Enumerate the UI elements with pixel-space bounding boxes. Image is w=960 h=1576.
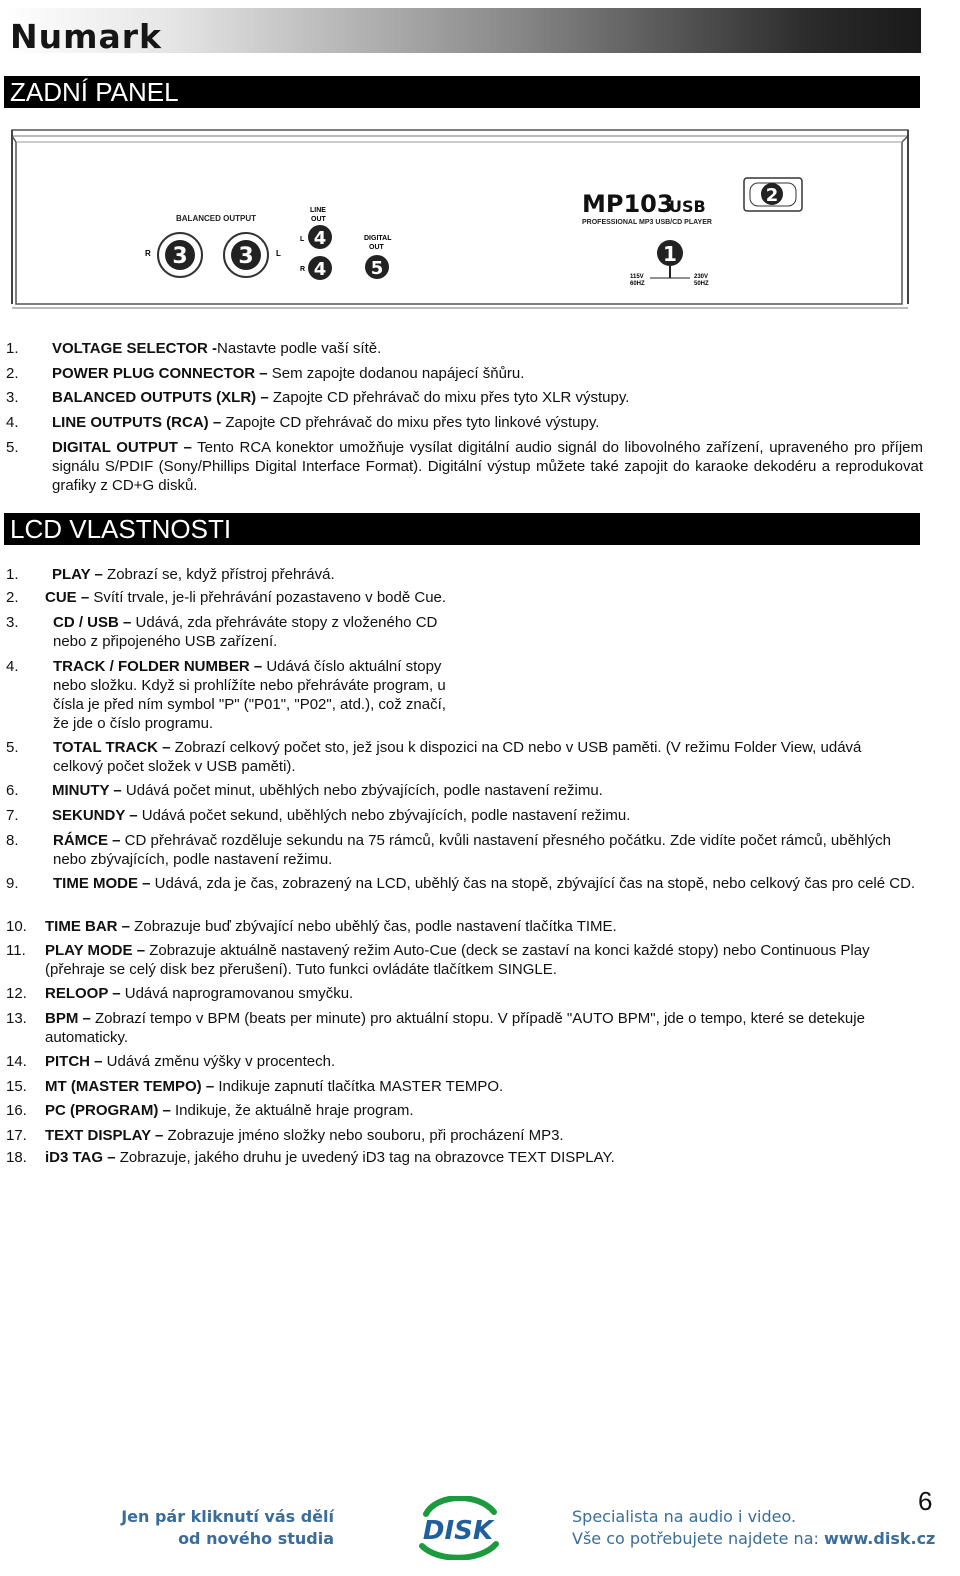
voltage-115-line1: 115V [630, 274, 644, 280]
numark-logo: Numark [10, 17, 162, 56]
item-number: 3. [6, 389, 19, 406]
item-text: Zobrazuje aktuálně nastavený režim Auto-Cue (deck se zastaví na konci každé stopy) nebo Continuous Play (přehraje se celý disk bez přerušení). Tuto funkci ovládáte tlačítkem SINGLE. [45, 942, 870, 978]
item-text: Udává počet minut, uběhlých nebo zbývajících, podle nastavení režimu. [121, 782, 603, 799]
item-number: 10. [6, 918, 27, 935]
section-title-lcd: LCD VLASTNOSTI [4, 513, 920, 545]
item-number: 16. [6, 1102, 27, 1119]
item-title: TRACK / FOLDER NUMBER – [53, 658, 263, 675]
item-text: Udává číslo aktuální stopy nebo složku. Když si prohlížíte nebo přehráváte program, u čísla je před ním symbol "P" ("P01", "P02", atd.), což značí, že jde o číslo programu. [53, 658, 446, 732]
callout-4-a: 4 [313, 228, 327, 249]
list-item [0, 806, 935, 831]
lcd-features-list [0, 565, 935, 1172]
page-number: 6 [918, 1486, 933, 1516]
footer-contact [572, 1506, 952, 1550]
item-number: 1. [6, 340, 19, 357]
callout-3-a: 3 [172, 244, 188, 269]
item-title: CUE – [45, 589, 90, 606]
item-text: Indikuje, že aktuálně hraje program. [170, 1102, 414, 1119]
callout-1: 1 [663, 242, 677, 266]
item-number: 18. [6, 1149, 27, 1166]
item-title: CD / USB – [53, 614, 132, 631]
item-title: iD3 TAG – [45, 1149, 116, 1166]
item-number: 4. [6, 414, 19, 431]
item-title: BALANCED OUTPUTS (XLR) – [52, 389, 269, 406]
item-number: 11. [6, 942, 26, 959]
list-item [0, 1052, 935, 1077]
voltage-230-line2: 50HZ [694, 281, 709, 287]
list-item [0, 941, 935, 984]
model-suffix: USB [669, 197, 706, 216]
model-subtitle: PROFESSIONAL MP3 USB/CD PLAYER [582, 219, 712, 226]
item-title: MT (MASTER TEMPO) – [45, 1078, 215, 1095]
list-item [0, 364, 935, 388]
item-number: 4. [6, 658, 19, 675]
list-item [0, 1148, 935, 1172]
rca-line-out-right [308, 256, 332, 280]
voltage-230-line1: 230V [694, 274, 709, 280]
list-item [0, 613, 935, 657]
item-number: 2. [6, 589, 19, 606]
item-text: Zobrazí se, když přístroj přehrává. [102, 566, 335, 583]
l-label-line: L [300, 236, 305, 243]
callout-2: 2 [765, 185, 779, 206]
item-text: Tento RCA konektor umožňuje vysílat digitální audio signál do libovolného zařízení, upraveného pro příjem signálu S/PDIF (Sony/Phillips Digital Interface Format). Digitální výstup můžete také zapojit do karaoke dekodéru a reprodukovat grafiky z CD+G disků. [52, 439, 923, 494]
digital-out-label-1: DIGITAL [364, 235, 392, 242]
footer-contact-prefix: Vše co potřebujete najdete na: [572, 1529, 824, 1548]
item-title: PLAY – [52, 566, 103, 583]
item-text: Sem zapojte dodanou napájecí šňůru. [267, 365, 525, 382]
list-item [0, 1126, 935, 1148]
line-out-label-2: OUT [311, 216, 326, 223]
list-item [0, 984, 935, 1009]
footer-slogan-line2: od nového studia [178, 1529, 334, 1548]
item-title: VOLTAGE SELECTOR - [52, 340, 218, 357]
item-number: 13. [6, 1010, 27, 1027]
item-title: PC (PROGRAM) – [45, 1102, 171, 1119]
list-item [0, 413, 935, 438]
item-number: 1. [6, 566, 19, 583]
item-title: PLAY MODE – [45, 942, 146, 959]
item-text: Zobrazuje jméno složky nebo souboru, při procházení MP3. [163, 1127, 564, 1144]
list-item [0, 388, 935, 413]
list-item [0, 917, 935, 941]
item-number: 6. [6, 782, 19, 799]
item-number: 5. [6, 439, 19, 456]
disk-logo-text: DISK [422, 1516, 494, 1546]
item-title: MINUTY – [52, 782, 122, 799]
item-number: 7. [6, 807, 19, 824]
list-item [0, 1009, 935, 1052]
item-text: Zapojte CD přehrávač do mixu přes tyto linkové výstupy. [221, 414, 600, 431]
list-item [0, 781, 935, 806]
list-item [0, 1101, 935, 1126]
list-item [0, 874, 935, 917]
callout-4-b: 4 [313, 259, 327, 280]
digital-out-label-2: OUT [369, 244, 384, 251]
item-text: Zobrazí tempo v BPM (beats per minute) pro aktuální stopu. V případě "AUTO BPM", jde o tempo, které se detekuje automaticky. [45, 1010, 865, 1046]
list-item [0, 588, 935, 613]
item-text: Zobrazuje, jakého druhu je uvedený iD3 tag na obrazovce TEXT DISPLAY. [115, 1149, 615, 1166]
list-item [0, 438, 935, 495]
rca-line-out-left [308, 225, 332, 249]
list-item [0, 565, 935, 588]
r-label-line: R [300, 266, 306, 273]
item-title: TOTAL TRACK – [53, 739, 171, 756]
line-out-label-1: LINE [310, 207, 326, 214]
power-plug-connector [744, 178, 802, 211]
item-title: RELOOP – [45, 985, 121, 1002]
balanced-output-label: BALANCED OUTPUT [176, 214, 256, 223]
section-title-rear-panel: ZADNÍ PANEL [4, 76, 920, 108]
item-text: Udává počet sekund, uběhlých nebo zbývajících, podle nastavení režimu. [137, 807, 631, 824]
item-number: 9. [6, 875, 19, 892]
item-title: POWER PLUG CONNECTOR – [52, 365, 268, 382]
footer-slogan [114, 1506, 334, 1550]
item-number: 15. [6, 1078, 27, 1095]
item-text: Zobrazuje buď zbývající nebo uběhlý čas, podle nastavení tlačítka TIME. [130, 918, 617, 935]
callout-5: 5 [370, 258, 384, 279]
item-number: 8. [6, 832, 19, 849]
item-title: SEKUNDY – [52, 807, 138, 824]
voltage-115-line2: 60HZ [630, 281, 645, 287]
item-title: TIME BAR – [45, 918, 131, 935]
footer-slogan-line1: Jen pár kliknutí vás dělí [121, 1507, 334, 1526]
r-label-balanced: R [145, 249, 151, 258]
item-title: LINE OUTPUTS (RCA) – [52, 414, 222, 431]
item-title: TIME MODE – [53, 875, 151, 892]
item-number: 17. [6, 1127, 27, 1144]
item-text: Udává, zda je čas, zobrazený na LCD, uběhlý čas na stopě, zbývající čas na stopě, nebo celkový čas pro celé CD. [150, 875, 916, 892]
item-number: 3. [6, 614, 19, 631]
list-item [0, 1077, 935, 1101]
model-name: MP103 [582, 190, 674, 218]
item-text: Zobrazí celkový počet sto, jež jsou k dispozici na CD nebo v USB paměti. (V režimu Folder View, udává celkový počet složek v USB paměti). [53, 739, 862, 775]
item-text: Zapojte CD přehrávač do mixu přes tyto XLR výstupy. [268, 389, 630, 406]
list-item [0, 657, 935, 738]
list-item [0, 738, 935, 781]
l-label-balanced: L [276, 249, 281, 258]
rear-panel-list [0, 339, 935, 495]
website-link[interactable]: www.disk.cz [823, 1529, 936, 1548]
item-number: 5. [6, 739, 19, 756]
item-title: RÁMCE – [53, 832, 121, 849]
item-title: PITCH – [45, 1053, 103, 1070]
item-text: Nastavte podle vaší sítě. [217, 340, 382, 357]
item-title: TEXT DISPLAY – [45, 1127, 164, 1144]
item-text: Indikuje zapnutí tlačítka MASTER TEMPO. [214, 1078, 504, 1095]
item-text: Udává naprogramovanou smyčku. [120, 985, 354, 1002]
callout-3-b: 3 [238, 244, 254, 269]
rear-panel-illustration [10, 128, 912, 310]
item-text: Udává změnu výšky v procentech. [102, 1053, 336, 1070]
item-number: 14. [6, 1053, 27, 1070]
rca-digital-out [365, 255, 389, 279]
list-item [0, 339, 935, 364]
item-number: 2. [6, 365, 19, 382]
item-number: 12. [6, 985, 27, 1002]
disk-logo [408, 1496, 508, 1565]
item-text: CD přehrávač rozděluje sekundu na 75 rámců, kvůli nastavení přesného počátku. Zde vidíte počet rámců, uběhlých nebo zbývajících, podle nastavení režimu. [53, 832, 891, 868]
item-text: Udává, zda přehráváte stopy z vloženého CD nebo z připojeného USB zařízení. [53, 614, 438, 650]
item-title: BPM – [45, 1010, 91, 1027]
header-bar [4, 8, 921, 56]
item-text: Svítí trvale, je-li přehrávání pozastaveno v bodě Cue. [89, 589, 447, 606]
list-item [0, 831, 935, 874]
item-title: DIGITAL OUTPUT – [52, 439, 192, 456]
footer-contact-line1: Specialista na audio i video. [572, 1507, 797, 1526]
